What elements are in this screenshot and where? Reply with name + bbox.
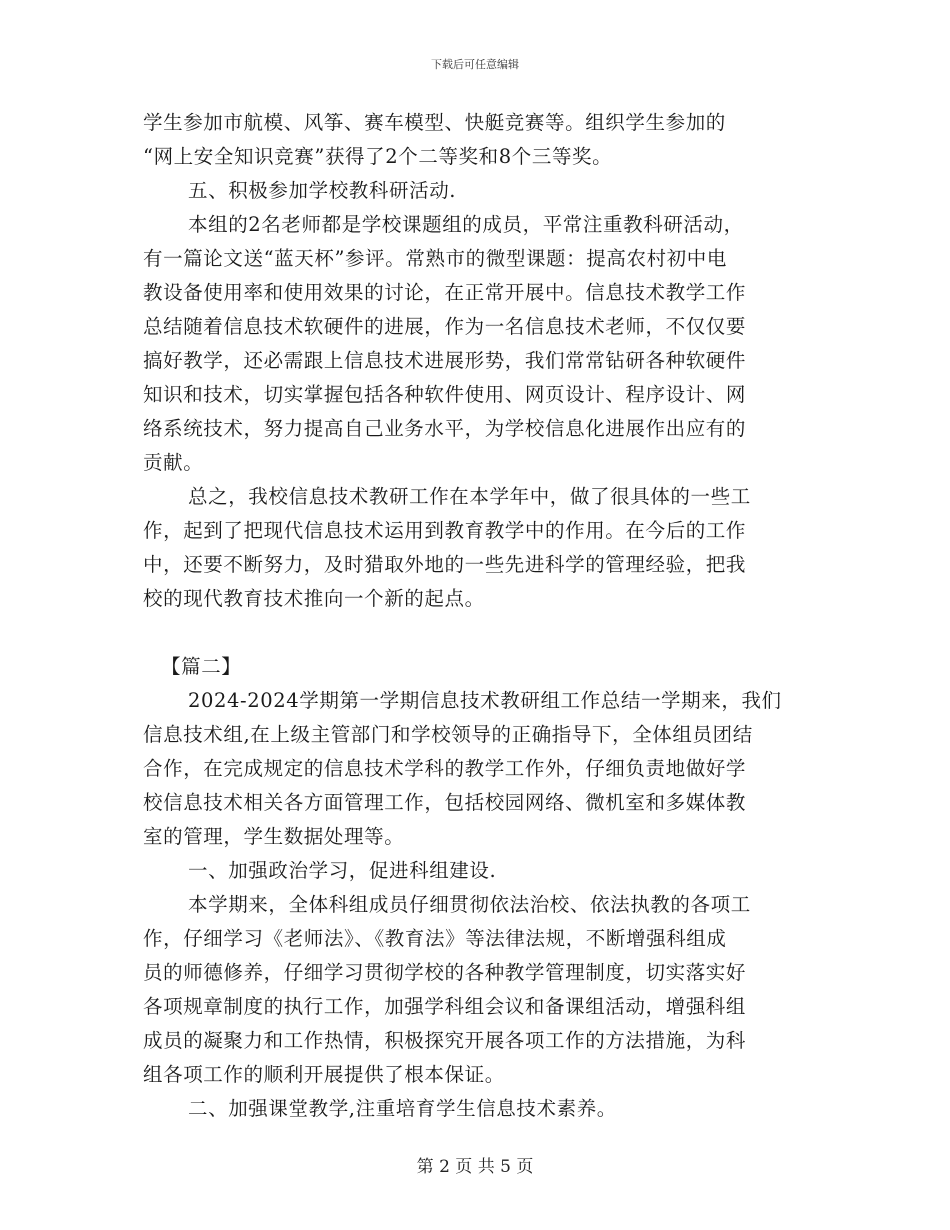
paragraph-line: 信息技术组,在上级主管部门和学校领导的正确指导下，全体组员团结	[143, 723, 753, 746]
paragraph-line: 总结随着信息技术软硬件的进展，作为一名信息技术老师，不仅仅要	[143, 315, 747, 338]
paragraph-line: 合作，在完成规定的信息技术学科的教学工作外，仔细负责地做好学	[143, 757, 747, 780]
paragraph-line: 络系统技术，努力提高自己业务水平，为学校信息化进展作出应有的	[143, 417, 747, 440]
paragraph-line: 本学期来，全体科组成员仔细贯彻依法治校、依法执教的各项工	[188, 893, 751, 916]
paragraph-line: 成员的凝聚力和工作热情，积极探究开展各项工作的方法措施，为科	[143, 1029, 747, 1052]
page-number: 第 2 页 共 5 页	[416, 1157, 534, 1177]
paragraph-line: “网上安全知识竞赛”获得了2个二等奖和8个三等奖。	[143, 145, 613, 168]
paragraph-line: 贡献。	[143, 451, 204, 474]
section-heading: 五、积极参加学校教科研活动.	[188, 179, 457, 202]
page-header-note: 下载后可任意编辑	[431, 58, 519, 71]
paragraph-line: 校的现代教育技术推向一个新的起点。	[143, 587, 485, 610]
paragraph-line: 总之，我校信息技术教研工作在本学年中，做了很具体的一些工	[188, 485, 751, 508]
paragraph-line: 2024-2024学期第一学期信息技术教研组工作总结一学期来，我们	[188, 689, 782, 712]
paragraph-line: 员的师德修养，仔细学习贯彻学校的各种教学管理制度，切实落实好	[143, 961, 747, 984]
paragraph-line: 组各项工作的顺利开展提供了根本保证。	[143, 1063, 505, 1086]
paragraph-line: 中，还要不断努力，及时猎取外地的一些先进科学的管理经验，把我	[143, 553, 747, 576]
paragraph-line: 有一篇论文送“蓝天杯”参评。常熟市的微型课题：提高农村初中电	[143, 247, 727, 270]
section-title: 【篇二】	[161, 655, 242, 678]
paragraph-line: 校信息技术相关各方面管理工作，包括校园网络、微机室和多媒体教	[143, 791, 747, 814]
paragraph-line: 搞好教学，还必需跟上信息技术进展形势，我们常常钻研各种软硬件	[143, 349, 747, 372]
paragraph-line: 各项规章制度的执行工作，加强学科组会议和备课组活动，增强科组	[143, 995, 747, 1018]
document-body	[143, 106, 813, 1126]
paragraph-line: 室的管理，学生数据处理等。	[143, 825, 405, 848]
paragraph-line: 作，仔细学习《老师法》、《教育法》等法律法规，不断增强科组成	[143, 927, 727, 950]
section-heading: 二、加强课堂教学,注重培育学生信息技术素养。	[188, 1097, 617, 1120]
paragraph-line: 知识和技术，切实掌握包括各种软件使用、网页设计、程序设计、网	[143, 383, 747, 406]
paragraph-line: 作，起到了把现代信息技术运用到教育教学中的作用。在今后的工作	[143, 519, 747, 542]
paragraph-line: 教设备使用率和使用效果的讨论，在正常开展中。信息技术教学工作	[143, 281, 747, 304]
paragraph-line: 本组的2名老师都是学校课题组的成员，平常注重教科研活动，	[188, 213, 744, 236]
paragraph-line: 学生参加市航模、风筝、赛车模型、快艇竞赛等。组织学生参加的	[143, 111, 726, 134]
section-heading: 一、加强政治学习，促进科组建设.	[188, 859, 497, 882]
